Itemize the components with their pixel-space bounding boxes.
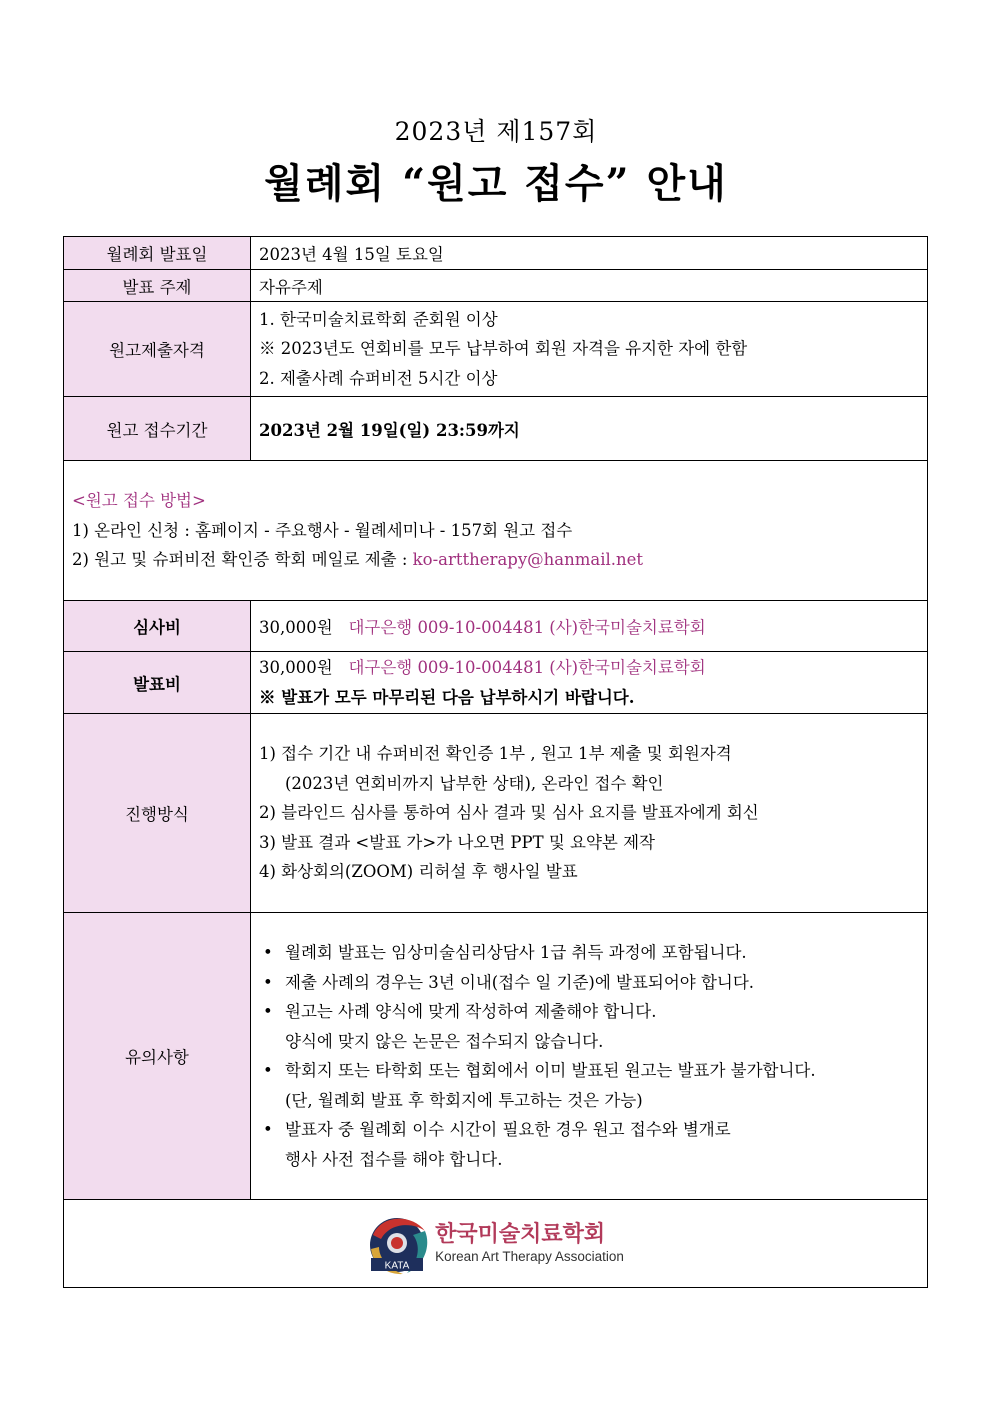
- process-step: 2) 블라인드 심사를 통하여 심사 결과 및 심사 요지를 발표자에게 회신: [259, 803, 759, 823]
- eligibility-line: 1. 한국미술치료학회 준회원 이상: [259, 309, 498, 329]
- eligibility-line: 2. 제출사례 슈퍼비전 5시간 이상: [259, 368, 498, 388]
- note-item: • 발표자 중 월례회 이수 시간이 필요한 경우 원고 접수와 별개로: [259, 1115, 927, 1145]
- submission-method-online: 1) 온라인 신청 : 홈페이지 - 주요행사 - 월례세미나 - 157회 원고 접수: [72, 520, 573, 540]
- bullet-icon: •: [263, 1061, 273, 1080]
- submission-method-cell: [64, 461, 928, 601]
- document-subtitle: 2023년 제157회: [394, 117, 598, 146]
- contact-email-link[interactable]: ko-arttherapy@hanmail.net: [412, 550, 644, 570]
- presentation-fee-amount: 30,000원: [259, 658, 333, 677]
- presentation-fee-line: [259, 653, 927, 683]
- info-table: [63, 236, 928, 1288]
- row-submission-method: [64, 461, 928, 601]
- label-presentation-fee: 발표비: [64, 652, 251, 714]
- process-step: 4) 화상회의(ZOOM) 리허설 후 행사일 발표: [259, 862, 578, 882]
- logo-abbr: KATA: [384, 1260, 410, 1271]
- note-item: • 월례회 발표는 임상미술심리상담사 1급 취득 과정에 포함됩니다.: [259, 938, 927, 968]
- note-item: • 학회지 또는 타학회 또는 협회에서 이미 발표된 원고는 발표가 불가합니다.: [259, 1056, 927, 1086]
- note-item: • 원고는 사례 양식에 맞게 작성하여 제출해야 합니다.: [259, 997, 927, 1027]
- logo-cell: [64, 1200, 928, 1288]
- row-process: [64, 714, 928, 913]
- row-review-fee: [64, 601, 928, 652]
- logo-name-english: Korean Art Therapy Association: [435, 1248, 624, 1264]
- kata-emblem-icon: [367, 1211, 431, 1277]
- presentation-fee-note: ※ 발표가 모두 마무리된 다음 납부하시기 바랍니다.: [259, 687, 635, 707]
- label-presentation-date: 월례회 발표일: [64, 237, 251, 270]
- bullet-icon: •: [263, 943, 273, 962]
- row-logo: [64, 1200, 928, 1288]
- label-deadline: 원고 접수기간: [64, 397, 251, 461]
- eligibility-line: ※ 2023년도 연회비를 모두 납부하여 회원 자격을 유지한 자에 한함: [259, 339, 748, 359]
- submission-method-email-prefix: 2) 원고 및 슈퍼비전 확인증 학회 메일로 제출 :: [72, 550, 413, 570]
- value-review-fee: [251, 601, 928, 652]
- presentation-fee-account: 대구은행 009-10-004481 (사)한국미술치료학회: [348, 658, 706, 677]
- label-review-fee: 심사비: [64, 601, 251, 652]
- value-process: [251, 714, 928, 913]
- review-fee-account: 대구은행 009-10-004481 (사)한국미술치료학회: [348, 618, 706, 637]
- value-topic: 자유주제: [251, 270, 928, 302]
- row-topic: [64, 270, 928, 302]
- label-notes: 유의사항: [64, 913, 251, 1200]
- submission-method-email-line: [72, 545, 927, 575]
- row-presentation-date: [64, 237, 928, 270]
- label-eligibility: 원고제출자격: [64, 302, 251, 397]
- value-presentation-date: 2023년 4월 15일 토요일: [251, 237, 928, 270]
- note-item-continued: (단, 월례회 발표 후 학회지에 투고하는 것은 가능): [285, 1090, 643, 1110]
- bullet-icon: •: [263, 972, 273, 992]
- process-step: 1) 접수 기간 내 슈퍼비전 확인증 1부 , 원고 1부 제출 및 회원자격: [259, 744, 732, 764]
- value-presentation-fee: [251, 652, 928, 714]
- row-deadline: [64, 397, 928, 461]
- bullet-icon: •: [263, 1002, 273, 1021]
- process-step-continued: (2023년 연회비까지 납부한 상태), 온라인 접수 확인: [285, 773, 664, 793]
- note-item-continued: 행사 사전 접수를 해야 합니다.: [285, 1149, 503, 1169]
- note-item: • 제출 사례의 경우는 3년 이내(접수 일 기준)에 발표되어야 합니다.: [259, 968, 927, 998]
- submission-method-title: <원고 접수 방법>: [72, 491, 206, 511]
- logo-name-korean: 한국미술치료학회: [435, 1221, 606, 1247]
- note-item-continued: 양식에 맞지 않은 논문은 접수되지 않습니다.: [285, 1031, 604, 1051]
- row-notes: [64, 913, 928, 1200]
- label-topic: 발표 주제: [64, 270, 251, 302]
- label-process: 진행방식: [64, 714, 251, 913]
- process-step: 3) 발표 결과 <발표 가>가 나오면 PPT 및 요약본 제작: [259, 832, 655, 852]
- document-title: 월례회 “원고 접수” 안내: [264, 160, 728, 207]
- review-fee-amount: 30,000원: [259, 618, 333, 637]
- value-eligibility: [251, 302, 928, 397]
- value-notes: [251, 913, 928, 1200]
- organization-logo: [64, 1201, 927, 1287]
- bullet-icon: •: [263, 1120, 273, 1139]
- row-eligibility: [64, 302, 928, 397]
- value-deadline: 2023년 2월 19일(일) 23:59까지: [251, 397, 928, 461]
- row-presentation-fee: [64, 652, 928, 714]
